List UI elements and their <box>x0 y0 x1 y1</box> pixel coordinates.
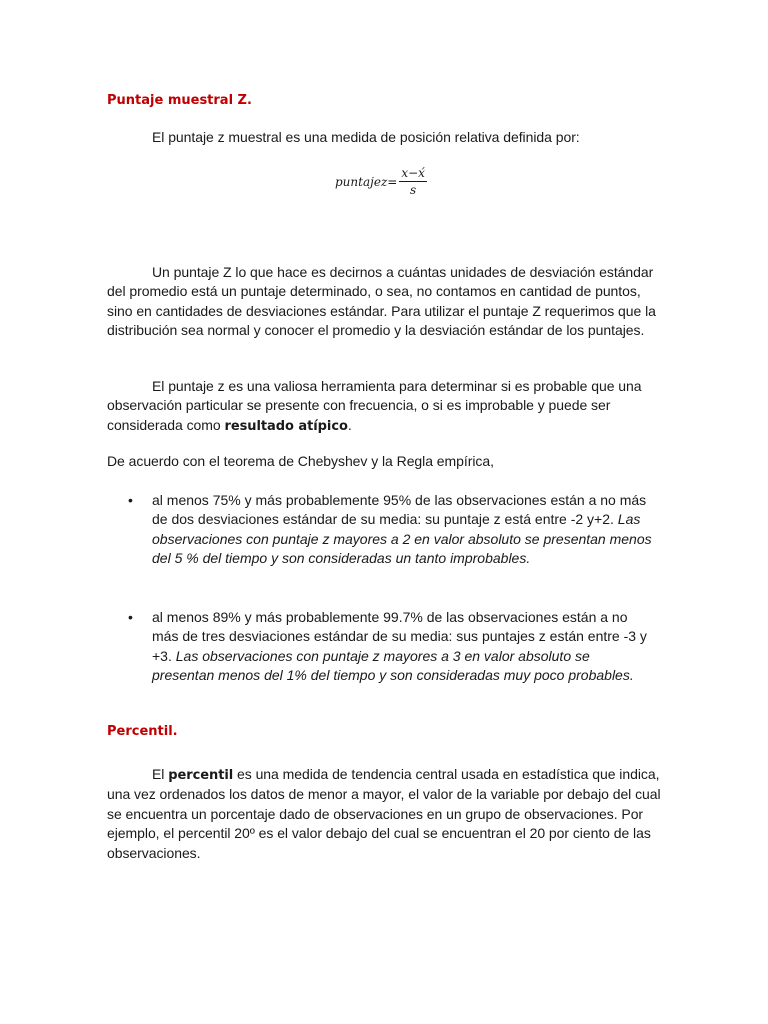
bullet-text <box>152 608 652 686</box>
paragraph-z-tool <box>107 377 663 436</box>
percentil-bold: percentil <box>168 768 234 783</box>
bullet-icon: • <box>128 492 133 508</box>
resultado-atipico-bold: resultado atípico <box>224 418 348 434</box>
paragraph-z-explanation <box>107 263 663 341</box>
paragraph-z-tool-text: El puntaje z es una valiosa herramienta para determinar si es probable que una observación particular se presente con frecuencia, o si es improbable y puede ser considerada como <box>107 378 642 433</box>
paragraph-z-tool-end: . <box>347 416 352 433</box>
paragraph-percentil-start: El <box>152 766 169 782</box>
paragraph-percentil-text: es una medida de tendencia central usada en estadística que indica, una vez ordenados los datos de menor a mayor, el valor de la variable por debajo del cual se encuentra un porcentaje dado de observaciones en un grupo de observaciones. Por ejemplo, el percentil 20º es el valor debajo del cual se encuentran el 20 por ciento de las observaciones. <box>107 766 661 861</box>
intro-paragraph <box>107 128 663 147</box>
bullet-text <box>152 491 652 569</box>
bullet-italic-text: Las observaciones con puntaje z mayores a 3 en valor absoluto se presentan menos del 1% del tiempo y son consideradas muy poco probables. <box>152 647 634 684</box>
formula-fraction <box>399 166 427 197</box>
z-score-formula <box>335 166 427 197</box>
paragraph-percentil <box>107 765 663 863</box>
bullet-icon: • <box>128 609 133 625</box>
paragraph-z-explanation-text: Un puntaje Z lo que hace es decirnos a cuántas unidades de desviación estándar del promedio está un puntaje determinado, o sea, no contamos en cantidad de puntos, sino en cantidades de desviaciones estándar. Para utilizar el puntaje Z requerimos que la distribución sea normal y conocer el promedio y la desviación estándar de los puntajes. <box>107 264 656 339</box>
bullet-italic-text: Las observaciones con puntaje z mayores a 2 en valor absoluto se presentan menos del 5 % del tiempo y son consideradas un tanto improbables. <box>152 511 652 567</box>
formula-numerator: x−x́ <box>401 166 425 180</box>
section-heading-percentil: Percentil. <box>107 724 178 739</box>
bullet-normal-text: al menos 75% y más probablemente 95% de las observaciones están a no más de dos desviaciones estándar de su media: su puntaje z está entre -2 y+2. <box>152 492 647 528</box>
paragraph-chebyshev: De acuerdo con el teorema de Chebyshev y la Regla empírica, <box>107 453 494 469</box>
section-heading-puntaje-z: Puntaje muestral Z. <box>107 93 252 108</box>
intro-text: El puntaje z muestral es una medida de posición relativa definida por: <box>152 129 580 145</box>
bullet-normal-text: al menos 89% y más probablemente 99.7% de las observaciones están a no más de tres desviaciones estándar de su media: sus puntajes z están entre -3 y +3. <box>152 609 647 664</box>
formula-lhs: puntajez= <box>335 174 398 189</box>
formula-denominator: s <box>410 183 417 197</box>
